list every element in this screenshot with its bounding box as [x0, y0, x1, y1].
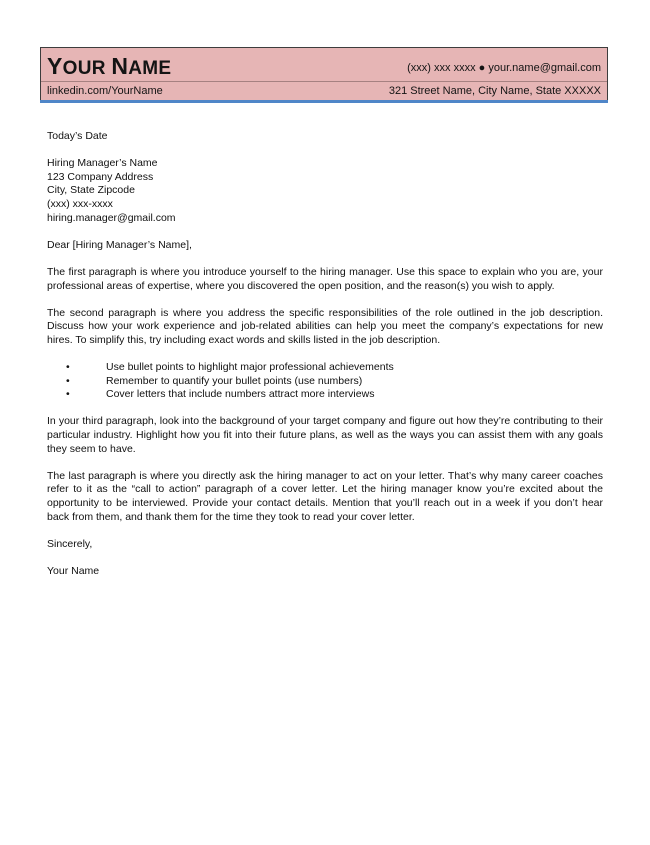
- paragraph-call-to-action: The last paragraph is where you directly ask the hiring manager to act on your letter. That’s why many career coaches refer to it as the “call to action” paragraph of a cover letter. Let the hiring manager know you’re excited about the opportunity to be interviewed. Provide your contact details. Mention that you’ll reach out in a week if you don’t hear back from them, and thank them for the time they took to read your cover letter.: [47, 469, 603, 523]
- salutation: Dear [Hiring Manager’s Name],: [47, 238, 192, 251]
- paragraph-responsibilities: The second paragraph is where you address the specific responsibilities of the role outlined in the job description. Discuss how your work experience and job-related abilities can help you meet the company’s expectations for new hires. To simplify this, try including exact words and skills listed in the job description.: [47, 306, 603, 346]
- header-divider: [41, 81, 607, 82]
- bullet-marker: •: [66, 374, 70, 387]
- recipient-phone: (xxx) xxx-xxxx: [47, 197, 113, 210]
- closing: Sincerely,: [47, 537, 93, 550]
- recipient-block: [47, 157, 603, 225]
- signature: Your Name: [47, 565, 100, 577]
- header-accent-rule: [40, 100, 608, 103]
- letter-body: [47, 130, 603, 579]
- applicant-name: YOUR NAME: [47, 53, 172, 79]
- paragraph-intro: The first paragraph is where you introduce yourself to the hiring manager. Use this space to explain who you are, your professional areas of expertise, where you discovered the open position, and the reason(s) you wish to apply.: [47, 265, 603, 292]
- contact-info: (xxx) xxx xxxx ● your.name@gmail.com: [407, 62, 601, 74]
- recipient-city: City, State Zipcode: [47, 184, 135, 197]
- bullet-marker: •: [66, 388, 70, 401]
- bullet-marker: •: [66, 361, 70, 374]
- recipient-name: Hiring Manager’s Name: [47, 157, 158, 170]
- list-item: • Remember to quantify your bullet points (use numbers): [66, 374, 363, 387]
- list-item: • Cover letters that include numbers attract more interviews: [66, 388, 375, 401]
- list-item: • Use bullet points to highlight major professional achievements: [66, 361, 394, 374]
- letter-date: Today’s Date: [47, 130, 108, 142]
- header-band: [40, 47, 608, 101]
- linkedin-url: linkedin.com/YourName: [47, 85, 163, 97]
- paragraph-company: In your third paragraph, look into the background of your target company and figure out how they’re contributing to their particular industry. Highlight how you fit into their future plans, as well as the ways you can assist them with any goals they seem to have.: [47, 415, 603, 455]
- recipient-address: 123 Company Address: [47, 170, 154, 183]
- achievement-list: [47, 361, 603, 402]
- street-address: 321 Street Name, City Name, State XXXXX: [388, 85, 601, 97]
- recipient-email: hiring.manager@gmail.com: [47, 211, 176, 224]
